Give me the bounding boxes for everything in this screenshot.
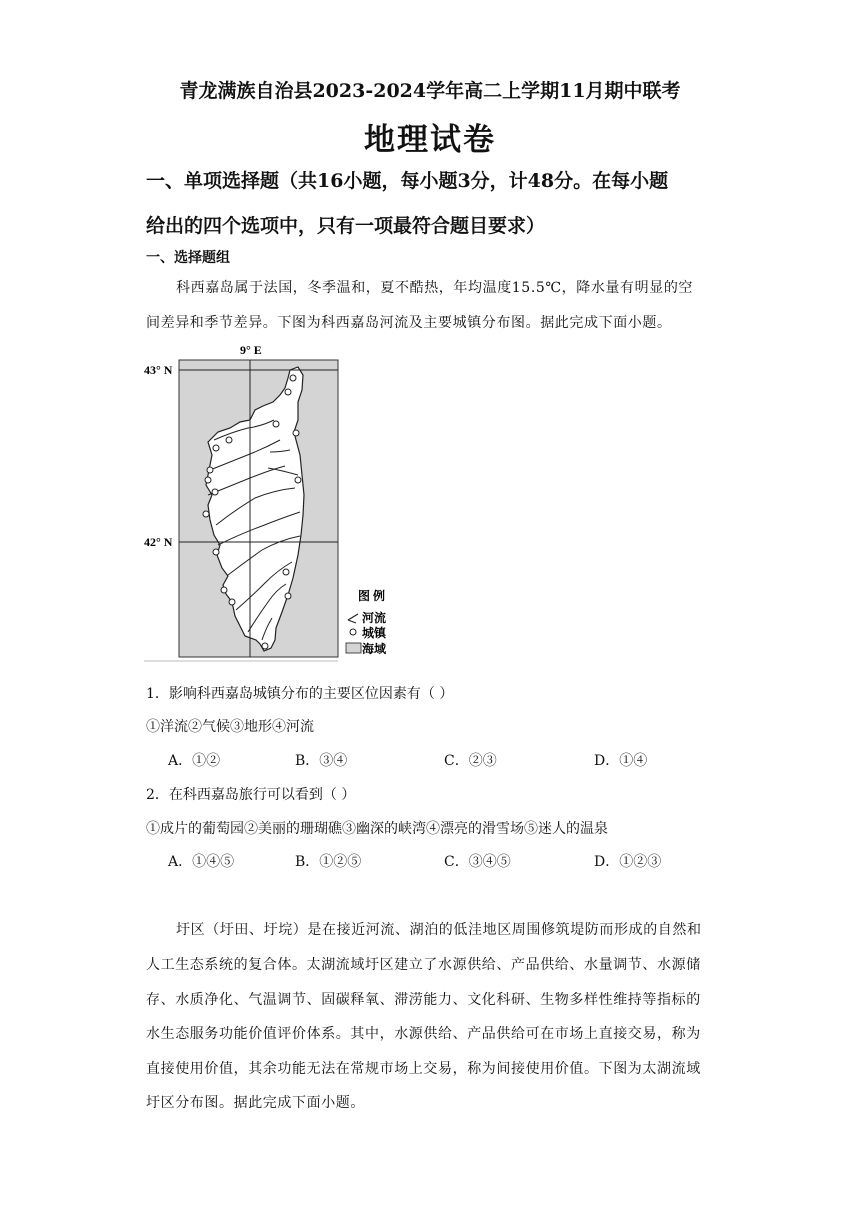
passage1-line1: 科西嘉岛属于法国，冬季温和，夏不酷热，年均温度15.5℃，降水量有明显的空 [176, 280, 694, 296]
passage2-line4: 水生态服务功能价值评价体系。其中，水源供给、产品供给可在市场上直接交易，称为 [146, 1026, 701, 1042]
legend-town-icon [350, 629, 356, 635]
lat-bottom-label: 42° N [144, 535, 173, 549]
lon-label: 9° E [240, 343, 262, 357]
legend-town-label: 城镇 [362, 626, 387, 640]
legend-title: 图 例 [358, 589, 386, 603]
passage1-line2: 间差异和季节差异。下图为科西嘉岛河流及主要城镇分布图。据此完成下面小题。 [146, 315, 672, 331]
passage2-line6: 圩区分布图。据此完成下面小题。 [146, 1095, 365, 1111]
exam-title: 青龙满族自治县2023-2024学年高二上学期11月期中联考 [179, 80, 681, 102]
q1-option-d[interactable]: D．①④ [594, 753, 648, 769]
corsica-map [140, 340, 420, 665]
q2-statements: ①成片的葡萄园②美丽的珊瑚礁③幽深的峡湾④漂亮的滑雪场⑤迷人的温泉 [146, 821, 608, 837]
legend-sea-label: 海域 [362, 642, 387, 656]
lat-top-label: 43° N [144, 363, 173, 377]
section-heading-line2: 给出的四个选项中，只有一项最符合题目要求） [146, 215, 546, 237]
q1-option-c[interactable]: C．②③ [444, 753, 497, 769]
q1-option-b[interactable]: B．③④ [295, 753, 348, 769]
legend-sea-icon [346, 643, 361, 653]
passage2-line5: 直接使用价值，其余功能无法在常规市场上交易，称为间接使用价值。下图为太湖流域 [146, 1061, 701, 1077]
section-heading-line1: 一、单项选择题（共16小题，每小题3分，计48分。在每小题 [146, 170, 669, 192]
q2-option-b[interactable]: B．①②⑤ [295, 854, 362, 870]
passage2-line2: 人工生态系统的复合体。太湖流域圩区建立了水源供给、产品供给、水量调节、水源储 [146, 957, 701, 973]
q2-option-a[interactable]: A．①④⑤ [168, 854, 235, 870]
legend-river-icon [348, 614, 358, 623]
passage2-line1: 圩区（圩田、圩垸）是在接近河流、湖泊的低洼地区周围修筑堤防而形成的自然和 [176, 922, 702, 938]
q1-option-a[interactable]: A．①② [168, 753, 221, 769]
subject-title: 地理试卷 [364, 122, 496, 158]
passage2-line3: 存、水质净化、气温调节、固碳释氧、滞涝能力、文化科研、生物多样性维持等指标的 [146, 992, 701, 1008]
legend-river-label: 河流 [362, 611, 387, 625]
q2-option-c[interactable]: C．③④⑤ [444, 854, 511, 870]
q1-statements: ①洋流②气候③地形④河流 [146, 719, 314, 735]
q2-stem: 2．在科西嘉岛旅行可以看到（ ） [146, 787, 356, 803]
q2-option-d[interactable]: D．①②③ [594, 854, 662, 870]
group-label: 一、选择题组 [146, 250, 230, 266]
q1-stem: 1．影响科西嘉岛城镇分布的主要区位因素有（ ） [146, 686, 454, 702]
